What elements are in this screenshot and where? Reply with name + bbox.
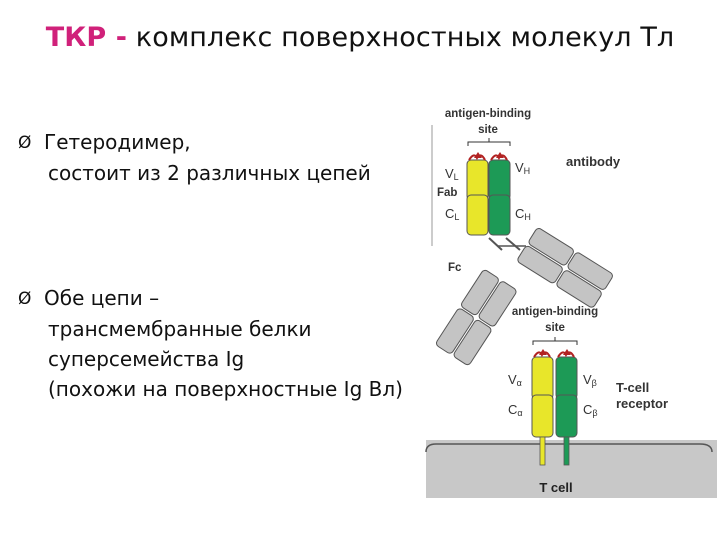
fab-label: Fab [437, 187, 458, 199]
bullet-line: трансмембранные белки [48, 317, 312, 341]
title-text: комплекс поверхностных молекул Тл [127, 22, 675, 53]
tcr-label: T-cell [616, 380, 650, 395]
v-alpha-label: Vα [508, 372, 522, 388]
ab-site-label: site [478, 124, 498, 136]
t-cell-label: T cell [539, 480, 573, 495]
bullet-line: суперсемейства Ig [48, 347, 245, 371]
v-beta-label: Vβ [583, 372, 597, 388]
vh-label: VH [515, 160, 531, 176]
antibody-diagram [432, 108, 621, 366]
hinge-line [489, 238, 502, 250]
c-beta-label: Cβ [583, 402, 598, 418]
antibody-label: antibody [566, 154, 621, 169]
hinge-line [506, 238, 520, 250]
tcr-site-label: site [545, 322, 565, 334]
ch-label: CH [515, 206, 531, 222]
beta-stalk [564, 437, 569, 465]
fab-arm-right [516, 227, 614, 309]
ab-site-label: antigen-binding [444, 108, 532, 120]
bullet-line: (похожи на поверхностные Ig Вл) [48, 377, 403, 401]
tcr-label: receptor [616, 396, 669, 411]
fc-label: Fc [448, 262, 462, 274]
site-bracket [468, 142, 510, 146]
vh-domain [489, 160, 510, 200]
c-beta-domain [556, 395, 577, 437]
alpha-stalk [540, 437, 545, 465]
arrow-bullet-icon: Ø [18, 133, 32, 153]
c-alpha-domain [532, 395, 553, 437]
bullet-line: Обе цепи – [44, 286, 160, 310]
v-alpha-domain [532, 357, 553, 399]
fc-region [435, 269, 518, 366]
ch-domain [489, 195, 510, 235]
arrow-bullet-icon: Ø [18, 289, 32, 309]
vl-domain [467, 160, 488, 200]
cl-label: CL [445, 206, 460, 222]
c-alpha-label: Cα [508, 402, 523, 418]
site-bracket [533, 341, 577, 345]
v-beta-domain [556, 357, 577, 399]
tcr-site-label: antigen-binding [511, 306, 599, 318]
cl-domain [467, 195, 488, 235]
vl-label: VL [445, 166, 459, 182]
title-highlight: ТКР - [45, 22, 128, 53]
bullet-line: Гетеродимер, [44, 130, 191, 154]
bullet-line: состоит из 2 различных цепей [48, 161, 371, 185]
